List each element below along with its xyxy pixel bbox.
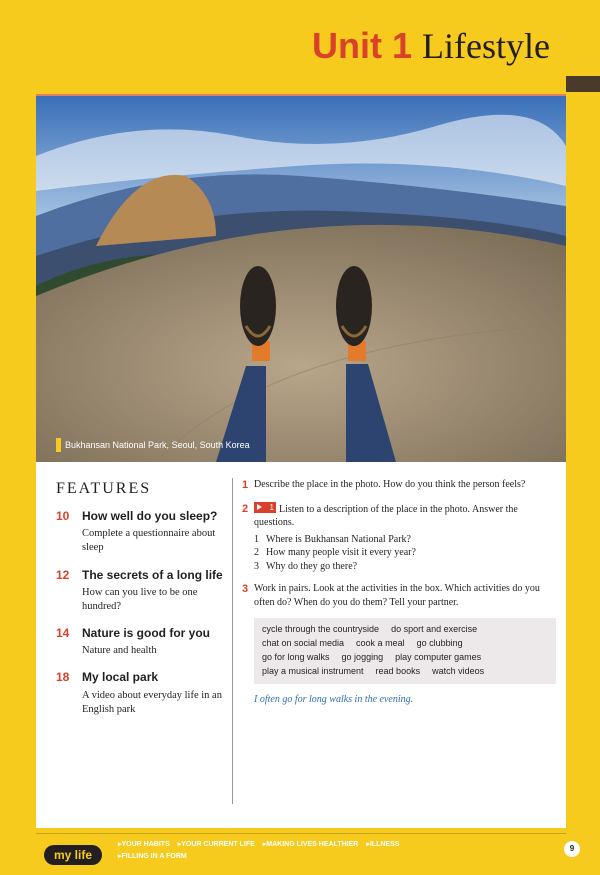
caption-marker	[56, 438, 61, 452]
feature-description: Nature and health	[82, 645, 157, 657]
exercise-number: 3	[242, 583, 249, 596]
unit-title	[312, 25, 550, 66]
activity-item: do sport and exercise	[391, 624, 478, 635]
column-divider	[232, 478, 233, 804]
exercise-2	[242, 502, 556, 574]
feature-item[interactable]	[56, 508, 236, 556]
exercise-number: 1	[242, 479, 249, 491]
activity-item: cycle through the countryside	[262, 624, 380, 635]
footer-topic: ▸ YOUR HABITS	[118, 841, 170, 848]
features-heading: FEATURES	[56, 480, 152, 497]
footer-rule	[36, 833, 566, 834]
feature-title: Nature is good for you	[82, 626, 211, 641]
feature-item[interactable]	[56, 567, 236, 615]
activity-box	[254, 618, 556, 684]
activity-item: watch videos	[432, 666, 485, 677]
photo-illustration	[36, 96, 566, 462]
page-number: 9	[564, 841, 580, 857]
footer-topic: ▸ YOUR CURRENT LIFE	[178, 841, 255, 848]
corner-tab	[566, 76, 600, 92]
feature-page-number: 12	[56, 567, 70, 582]
features-list	[56, 480, 236, 728]
activity-item: go clubbing	[416, 638, 463, 649]
sub-question: 2 How many people visit it every year?	[254, 547, 416, 559]
example-sentence: I often go for long walks in the evening.	[254, 694, 414, 706]
feature-title: The secrets of a long life	[82, 567, 223, 582]
sub-question: 1 Where is Bukhansan National Park?	[254, 533, 411, 545]
photo-caption-text: Bukhansan National Park, Seoul, South Korea	[65, 440, 250, 450]
exercise-1	[242, 478, 556, 493]
feature-title: How well do you sleep?	[82, 509, 218, 523]
activity-item: go for long walks	[262, 652, 330, 663]
activity-item: play a musical instrument	[262, 666, 364, 677]
footer-topic: ▸ MAKING LIVES HEALTHIER	[263, 841, 359, 848]
footer	[36, 833, 592, 867]
exercise-text: Work in pairs. Look at the activities in the box. Which activities do you often do? When do you do them? Tell your partner.	[254, 583, 540, 608]
feature-page-number: 10	[56, 509, 70, 523]
my-life-badge: my life	[44, 845, 102, 865]
exercises	[242, 478, 556, 705]
audio-track-number: 1	[269, 502, 274, 512]
unit-number: Unit 1	[312, 25, 413, 66]
feature-page-number: 14	[56, 626, 70, 641]
audio-play-icon[interactable]	[254, 502, 276, 513]
sub-questions	[254, 533, 556, 574]
feature-page-number: 18	[56, 670, 70, 685]
activity-item: cook a meal	[356, 638, 405, 649]
activity-item: chat on social media	[262, 638, 345, 649]
feature-description: Complete a questionnaire about sleep	[82, 528, 216, 554]
exercise-text: Describe the place in the photo. How do you think the person feels?	[254, 479, 526, 490]
feature-item[interactable]	[56, 669, 236, 717]
footer-topic: ▸ ILLNESS	[366, 841, 399, 848]
feature-title: My local park	[82, 670, 159, 685]
footer-topic: ▸ FILLING IN A FORM	[118, 853, 187, 860]
sub-question: 3 Why do they go there?	[254, 560, 358, 572]
hero-photo	[36, 96, 566, 462]
activity-item: play computer games	[395, 652, 482, 663]
footer-topics	[118, 839, 498, 863]
exercise-number: 2	[242, 502, 249, 515]
activity-item: read books	[375, 666, 421, 677]
feature-description: A video about everyday life in an English park	[82, 689, 222, 715]
content-panel	[36, 462, 566, 828]
unit-name: Lifestyle	[422, 26, 550, 66]
photo-caption	[56, 438, 250, 452]
feature-description: How can you live to be one hundred?	[82, 586, 198, 612]
feature-item[interactable]	[56, 625, 236, 658]
exercise-3	[242, 582, 556, 609]
activity-item: go jogging	[341, 652, 384, 663]
exercise-text: Listen to a description of the place in the photo. Answer the questions.	[254, 503, 518, 529]
